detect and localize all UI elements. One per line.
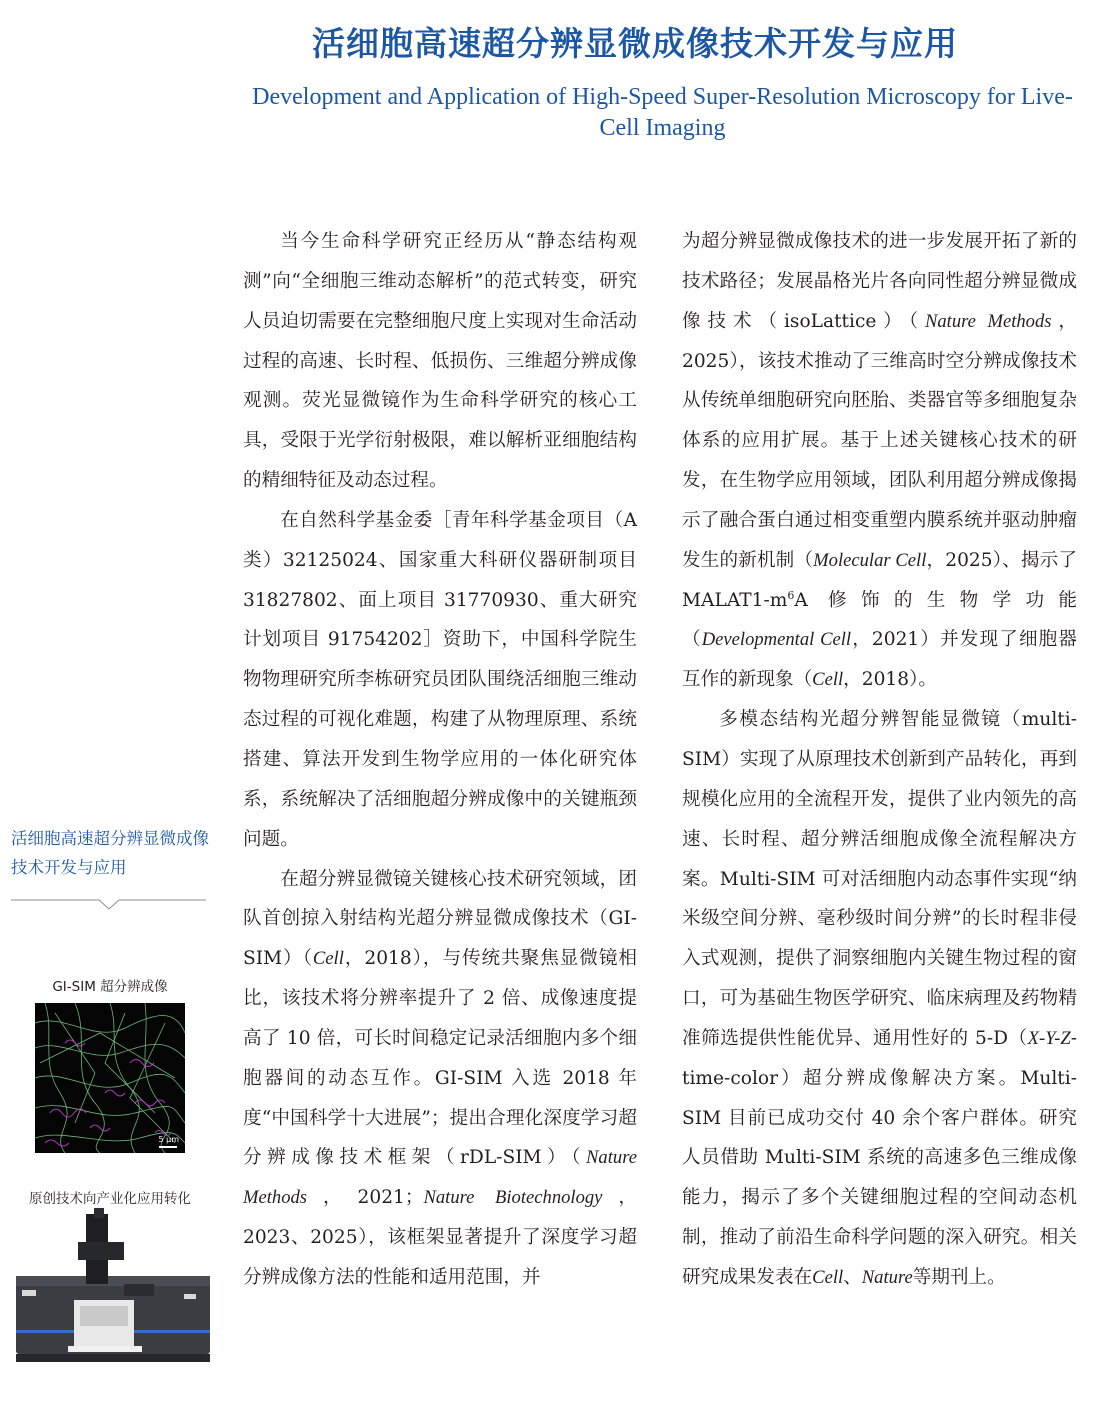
scale-bar — [159, 1146, 177, 1148]
page-title-en: Development and Application of High-Speed Super-Resolution Microscopy for Live-Cell Imaging — [252, 84, 1073, 141]
text-run: ，2023、2025），该框架显著提升了深度学习超分辨成像方法的性能和适用范围，并 — [243, 1187, 637, 1288]
paragraph-techniques-continued: 为超分辨显微成像技术的进一步发展开拓了新的技术路径；发展晶格光片各向同性超分辨显微成像技术（isoLattice）（Nature Methods，2025），该技术推动了三维高时空分辨成像技术从传统单细胞研究向胚胎、类器官等多细胞复杂体系的应用扩展。基于上述关键核心技术的研发，在生物学应用领域，团队利用超分辨成像揭示了融合蛋白通过相变重塑内膜系统并驱动肿瘤发生的新机制（Molecular Cell，2025）、揭示了 $MALAT1-m^6A$ 修饰的生物学功能（Developmental Cell，2021）并发现了细胞器互作的新现象（Cell，2018）。 — [682, 231, 1077, 691]
paragraph-funding: 在自然科学基金委［青年科学基金项目（A类）32125024、国家重大科研仪器研制项目 31827802、面上项目 31770930、重大研究计划项目 91754202］资助下，中国科学院生物物理研究所李栋研究员团队围绕活细胞三维动态过程的可视化难题，构建了从物理原理、系统搭建、算法开发到生物学应用的一体化研究体系，系统解决了活细胞超分辨成像中的关键瓶颈问题。 — [243, 509, 637, 850]
sidebar-caption: 活细胞高速超分辨显微成像技术开发与应用 — [11, 829, 209, 877]
text-run: 为超分辨显微成像技术的进一步发展开拓了新的技术路径；发展晶格光片各向同性超分辨显微成像技术（isoLattice）（ — [682, 231, 1077, 332]
microscope-instrument-image — [16, 1208, 210, 1366]
figure2-label: 原创技术向产业化应用转化 — [29, 1191, 191, 1207]
text-column-left — [243, 222, 637, 1422]
sidebar-divider — [11, 899, 206, 911]
text-column-right — [682, 222, 1077, 1422]
gi-sim-micrograph — [35, 1003, 185, 1153]
scale-label: 5 μm — [158, 1135, 179, 1144]
paragraph-techniques-start: 在超分辨显微镜关键核心技术研究领域，团队首创掠入射结构光超分辨显微成像技术（GI-SIM）（Cell，2018），与传统共聚焦显微镜相比，该技术将分辨率提升了 2 倍、成像速度提高了 10 倍，可长时间稳定记录活细胞内多个细胞器间的动态互作。GI-SIM 入选 2018 年度“中国科学十大进展”；提出合理化深度学习超分辨成像技术框架（rDL-SIM）（Nature Methods，2021；Nature Biotechnology，2023、2025），该框架显著提升了深度学习超分辨成像方法的性能和适用范围，并 — [243, 868, 637, 1288]
page-title-cn: 活细胞高速超分辨显微成像技术开发与应用 — [312, 24, 958, 63]
figure1-label: GI-SIM 超分辨成像 — [52, 979, 168, 995]
paragraph-intro: 当今生命科学研究正经历从“静态结构观测”向“全细胞三维动态解析”的范式转变，研究人员迫切需要在完整细胞尺度上实现对生命活动过程的高速、长时程、低损伤、三维超分辨成像观测。荧光显微镜作为生命科学研究的核心工具，受限于光学衍射极限，难以解析亚细胞结构的精细特征及动态过程。 — [243, 231, 637, 492]
paragraph-multi-sim: 多模态结构光超分辨智能显微镜（multi-SIM）实现了从原理技术创新到产品转化，再到规模化应用的全流程开发，提供了业内领先的高速、长时程、超分辨活细胞成像全流程解决方案。Multi-SIM 可对活细胞内动态事件实现“纳米级空间分辨、毫秒级时间分辨”的长时程非侵入式观测，提供了洞察细胞内关键生物过程的窗口，可为基础生物医学研究、临床病理及药物精准筛选提供性能优异、通用性好的 5-D（X-Y-Z-time-color）超分辨成像解决方案。Multi-SIM 目前已成功交付 40 余个客户群体。研究人员借助 Multi-SIM 系统的高速多色三维成像能力，揭示了多个关键细胞过程的空间动态机制，推动了前沿生命科学问题的深入研究。相关研究成果发表在Cell、Nature等期刊上。 — [682, 709, 1077, 1288]
